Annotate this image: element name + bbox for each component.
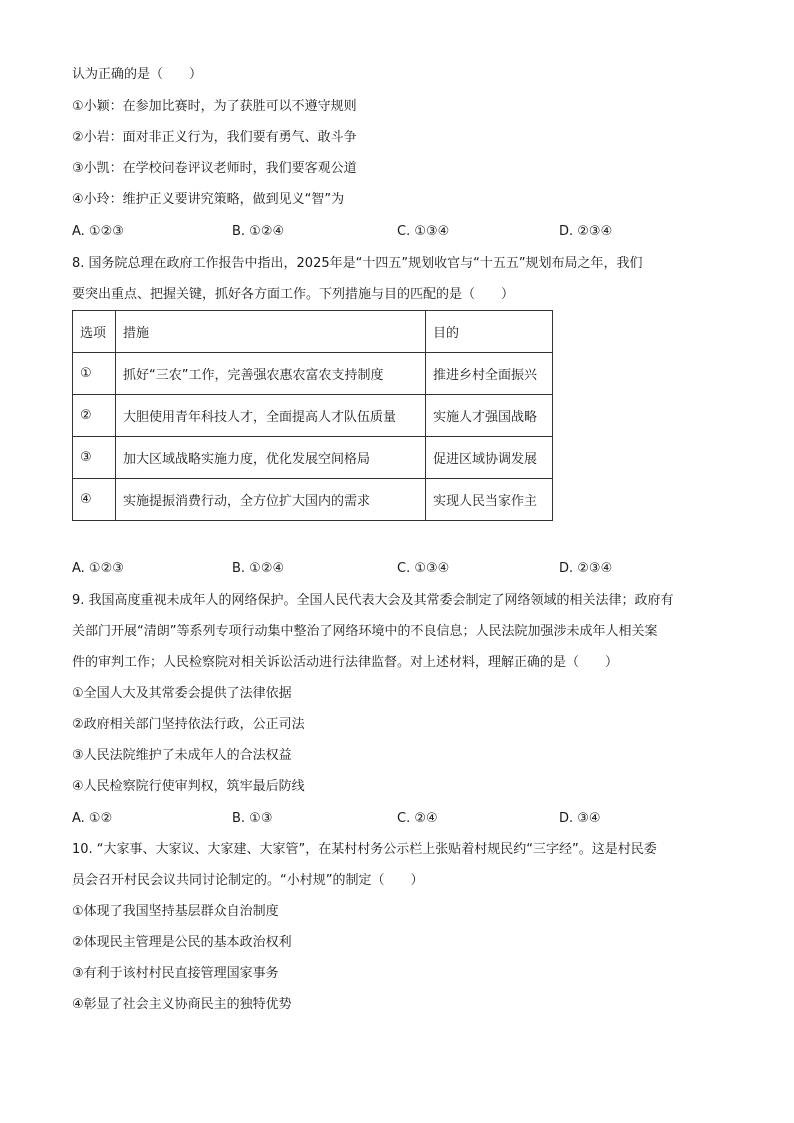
q9-stem-line-3: 件的审判工作；人民检察院对相关诉讼活动进行法律监督。对上述材料，理解正确的是（ ） — [72, 655, 619, 670]
table-row — [73, 353, 553, 395]
q7-option-c[interactable]: C. ①③④ — [397, 224, 450, 239]
table-cell: ① — [73, 353, 116, 395]
q9-stem-line-2: 关部门开展“清朗”等系列专项行动集中整治了网络环境中的不良信息；人民法院加强涉未成年人相关案 — [72, 624, 658, 639]
q9-options — [72, 809, 732, 829]
q7-statement-3: ③小凯：在学校问卷评议老师时，我们要客观公道 — [72, 161, 357, 176]
q10-statement-1: ①体现了我国坚持基层群众自治制度 — [72, 904, 279, 919]
table-row — [73, 479, 553, 521]
q8-table — [72, 310, 553, 521]
q8-stem-line-1: 8. 国务院总理在政府工作报告中指出，2025年是“十四五”规划收官与“十五五”规划布局之年，我们 — [72, 256, 643, 271]
table-row — [73, 395, 553, 437]
q10-statement-4: ④彰显了社会主义协商民主的独特优势 — [72, 997, 292, 1012]
q9-option-c[interactable]: C. ②④ — [397, 811, 438, 826]
q9-stem-line-1: 9. 我国高度重视未成年人的网络保护。全国人民代表大会及其常委会制定了网络领域的相关法律；政府有 — [72, 593, 674, 608]
q7-option-b[interactable]: B. ①②④ — [232, 224, 285, 239]
q9-statement-2: ②政府相关部门坚持依法行政，公正司法 — [72, 717, 305, 732]
table-header-row — [73, 311, 553, 353]
q8-option-a[interactable]: A. ①②③ — [72, 561, 124, 576]
table-header-cell: 措施 — [116, 311, 426, 353]
table-cell: 抓好“三农”工作，完善强农惠农富农支持制度 — [116, 353, 426, 395]
table-cell: 实施人才强国战略 — [426, 395, 553, 437]
table-cell: 促进区域协调发展 — [426, 437, 553, 479]
q9-option-d[interactable]: D. ③④ — [559, 811, 601, 826]
table-cell: 大胆使用青年科技人才，全面提高人才队伍质量 — [116, 395, 426, 437]
table-cell: 推进乡村全面振兴 — [426, 353, 553, 395]
q9-option-a[interactable]: A. ①② — [72, 811, 113, 826]
table-row — [73, 437, 553, 479]
q7-options — [72, 222, 732, 242]
table-header-cell: 选项 — [73, 311, 116, 353]
q8-option-d[interactable]: D. ②③④ — [559, 561, 613, 576]
table-cell: ③ — [73, 437, 116, 479]
q8-stem-line-2: 要突出重点、把握关键，抓好各方面工作。下列措施与目的匹配的是（ ） — [72, 287, 515, 302]
q7-stem-tail: 认为正确的是（ ） — [72, 67, 203, 82]
q7-statement-4: ④小玲：维护正义要讲究策略，做到见义“智”为 — [72, 192, 345, 207]
q8-option-b[interactable]: B. ①②④ — [232, 561, 285, 576]
q10-statement-2: ②体现民主管理是公民的基本政治权利 — [72, 935, 292, 950]
q7-option-d[interactable]: D. ②③④ — [559, 224, 613, 239]
table-cell: 加大区域战略实施力度，优化发展空间格局 — [116, 437, 426, 479]
q7-statement-1: ①小颖：在参加比赛时，为了获胜可以不遵守规则 — [72, 99, 357, 114]
q10-stem-line-2: 员会召开村民会议共同讨论制定的。“小村规”的制定（ ） — [72, 873, 424, 888]
q7-option-a[interactable]: A. ①②③ — [72, 224, 124, 239]
q9-statement-4: ④人民检察院行使审判权，筑牢最后防线 — [72, 779, 305, 794]
q8-option-c[interactable]: C. ①③④ — [397, 561, 450, 576]
table-cell: ④ — [73, 479, 116, 521]
q9-statement-3: ③人民法院维护了未成年人的合法权益 — [72, 748, 292, 763]
q9-statement-1: ①全国人大及其常委会提供了法律依据 — [72, 686, 292, 701]
q8-options — [72, 559, 732, 579]
table-cell: 实施提振消费行动，全方位扩大国内的需求 — [116, 479, 426, 521]
table-cell: ② — [73, 395, 116, 437]
table-cell: 实现人民当家作主 — [426, 479, 553, 521]
table-header-cell: 目的 — [426, 311, 553, 353]
q10-statement-3: ③有利于该村村民直接管理国家事务 — [72, 966, 279, 981]
q10-stem-line-1: 10. “大家事、大家议、大家建、大家管”，在某村村务公示栏上张贴着村规民约“三字经”。这是村民委 — [72, 842, 657, 857]
q7-statement-2: ②小岩：面对非正义行为，我们要有勇气、敢斗争 — [72, 130, 357, 145]
q9-option-b[interactable]: B. ①③ — [232, 811, 273, 826]
